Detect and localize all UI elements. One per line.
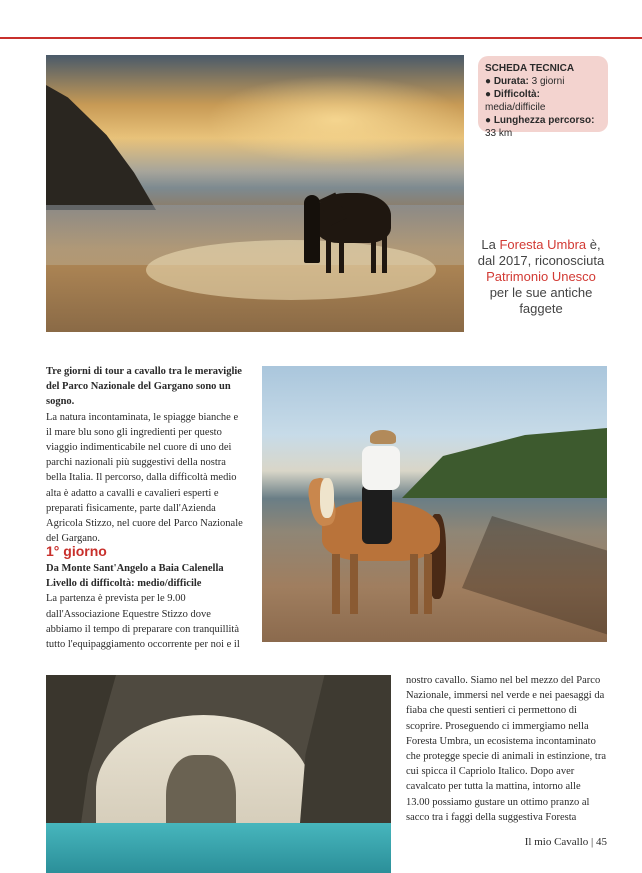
intro-body: La natura incontaminata, le spiagge bianche e il mare blu sono gli ingredienti per questo viaggio indimenticabile nel cuore di uno dei parchi nazionali più suggestivi della nostra bella Italia. Il percorso, dalla difficoltà medio alta è adatto a cavalli e cavalieri esperti e preparati fisicamente, parte dall'Azienda Agricola Stizzo, nel cuore del Parco Nazionale del Gargano. <box>46 411 243 545</box>
sea-cave-photo <box>46 675 391 873</box>
horse-leg <box>410 554 418 614</box>
day1-column-continued <box>406 673 606 825</box>
horse-leg <box>339 235 344 273</box>
day1-route: Da Monte Sant'Angelo a Baia Calenella <box>46 563 224 574</box>
turquoise-water <box>46 823 391 873</box>
caption-highlight-foresta: Foresta Umbra <box>499 237 587 252</box>
horse-leg <box>382 235 387 273</box>
beach-sunset-photo <box>46 55 464 332</box>
scheda-title: SCHEDA TECNICA <box>485 63 575 74</box>
green-hill <box>402 428 607 498</box>
sky-glow <box>206 75 464 165</box>
photo-caption: La Foresta Umbra è, dal 2017, riconosciuta Patrimonio Unesco per le sue antiche faggete <box>477 237 605 316</box>
scheda-difficolta: ● Difficoltà: media/difficile <box>485 89 546 113</box>
headland <box>46 85 156 210</box>
horse-leg <box>326 235 331 273</box>
horse-leg <box>332 554 340 614</box>
intro-lead: Tre giorni di tour a cavallo tra le meraviglie del Parco Nazionale del Gargano sono un sogno. <box>46 366 242 408</box>
horse-leg <box>371 235 376 273</box>
rider-legs <box>362 484 392 544</box>
caption-highlight-unesco: Patrimonio Unesco <box>486 269 596 284</box>
horse-mane <box>320 478 334 518</box>
top-rule <box>0 37 642 39</box>
day1-text-a: La partenza è prevista per le 9.00 dall'Associazione Equestre Stizzo dove abbiamo il tempo di preparare con tranquillità tutto l'equipaggiamento occorrente per noi e il <box>46 593 240 651</box>
horse-leg <box>424 554 432 614</box>
page-footer: Il mio Cavallo | 45 <box>524 836 607 848</box>
rider-hat <box>370 430 396 444</box>
scheda-lunghezza: ● Lunghezza percorso: 33 km <box>485 115 595 139</box>
horse-leg <box>350 554 358 614</box>
intro-column <box>46 364 244 546</box>
scheda-durata: ● Durata: 3 giorni <box>485 76 565 87</box>
magazine-name: Il mio Cavallo <box>524 836 589 848</box>
person-silhouette <box>304 195 320 263</box>
day1-heading: 1° giorno <box>46 543 107 559</box>
rider-shirt <box>362 446 400 490</box>
day1-text-b: nostro cavallo. Siamo nel bel mezzo del Parco Nazionale, immersi nel verde e nei paesaggi da fiaba che questi sentieri ci permettono di scoprire. Proseguendo ci immergiamo nella Foresta Umbra, un ecosistema incontaminato che protegge specie di animali in estinzione, tra cui spicca il Capriolo Italico. Dopo aver cavalcato per tutta la mattina, intorno alle 13.00 possiamo gustare un ottimo pranzo al sacco tra i faggi della suggestiva Foresta <box>406 675 607 823</box>
horse-rider-photo <box>262 366 607 642</box>
page-number: 45 <box>596 836 607 848</box>
tidal-pool <box>146 240 436 300</box>
shadow <box>462 516 607 636</box>
day1-column <box>46 561 244 652</box>
scheda-tecnica-box <box>478 56 608 139</box>
day1-level: Livello di difficoltà: medio/difficile <box>46 578 202 590</box>
